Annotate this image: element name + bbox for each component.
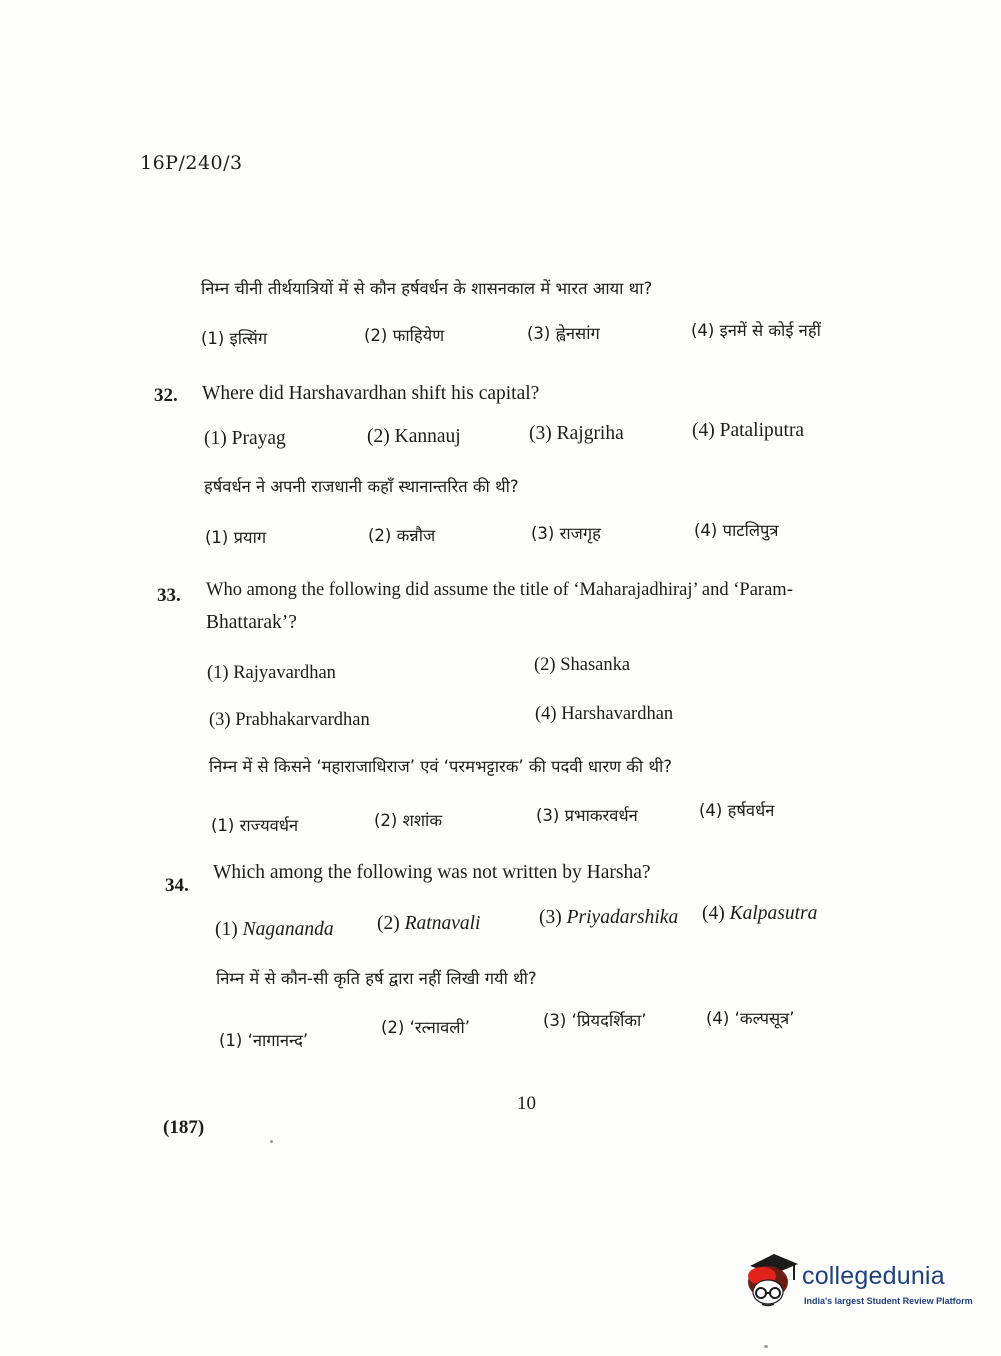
q31-hindi-option-4: (4) इनमें से कोई नहीं [691,321,821,340]
q31-hindi-question: निम्न चीनी तीर्थयात्रियों में से कौन हर्षवर्धन के शासनकाल में भारत आया था? [201,279,653,298]
q34-option-4-label: Kalpasutra [729,903,818,924]
q32-option-2: (2) Kannauj [367,426,461,447]
q34-option-3-label: Priyadarshika [566,907,679,928]
q34-question: Which among the following was not written by Harsha? [213,862,651,883]
q34-hindi-option-2: (2) ‘रत्नावली’ [381,1018,470,1037]
q34-option-3-number: (3) [539,907,562,928]
q32-hindi-option-4: (4) पाटलिपुत्र [694,521,779,540]
q33-question-line-2: Bhattarak’? [206,612,297,633]
q33-hindi-option-2: (2) शशांक [374,811,443,830]
q34-option-1-number: (1) [215,919,238,940]
q34-option-3 [539,907,678,929]
q34-option-2 [377,913,480,935]
q34-hindi-question: निम्न में से कौन-सी कृति हर्ष द्वारा नहीं लिखी गयी थी? [216,969,537,988]
paper-code: 16P/240/3 [140,152,243,174]
q32-hindi-option-2: (2) कन्नौज [368,526,436,545]
logo-tagline: India's largest Student Review Platform [804,1296,973,1306]
q34-option-1-label: Nagananda [242,919,334,940]
q34-option-2-label: Ratnavali [404,913,481,934]
page-code: (187) [163,1117,205,1138]
q34-option-4-number: (4) [702,903,725,924]
q34-option-4 [702,903,817,925]
q32-number: 32. [154,385,178,406]
q32-hindi-question: हर्षवर्धन ने अपनी राजधानी कहाँ स्थानान्तरित की थी? [204,477,519,496]
q34-hindi-option-4: (4) ‘कल्पसूत्र’ [706,1009,795,1028]
q34-hindi-option-1: (1) ‘नागानन्द’ [219,1031,309,1050]
scan-speck [764,1345,768,1348]
q33-hindi-question: निम्न में से किसने ‘महाराजाधिराज’ एवं ‘परमभट्टारक’ की पदवी धारण की थी? [209,757,673,776]
q34-number: 34. [165,875,189,896]
q34-option-2-number: (2) [377,913,400,934]
q33-number: 33. [157,585,181,606]
q32-option-1: (1) Prayag [204,428,286,449]
q33-option-3: (3) Prabhakarvardhan [209,710,370,730]
q34-hindi-option-3: (3) ‘प्रियदर्शिका’ [543,1011,647,1030]
q32-option-4: (4) Pataliputra [692,420,805,441]
q34-option-1 [215,919,334,941]
q32-hindi-option-1: (1) प्रयाग [205,528,267,547]
q32-hindi-option-3: (3) राजगृह [531,524,601,543]
q32-option-3: (3) Rajgriha [529,423,624,444]
collegedunia-logo-icon [742,1250,802,1316]
q31-hindi-option-1: (1) इत्सिंग [201,329,268,348]
q31-hindi-option-3: (3) ह्वेनसांग [527,324,600,343]
q33-hindi-option-3: (3) प्रभाकरवर्धन [536,806,638,825]
page-number: 10 [517,1093,536,1114]
q33-question-line-1: Who among the following did assume the title of ‘Maharajadhiraj’ and ‘Param- [206,580,793,600]
q33-option-2: (2) Shasanka [534,655,631,675]
q32-question: Where did Harshavardhan shift his capital? [202,383,540,404]
logo-wordmark: collegedunia [802,1262,945,1290]
q31-hindi-option-2: (2) फाहियेण [364,326,445,345]
q33-hindi-option-1: (1) राज्यवर्धन [211,816,299,835]
q33-hindi-option-4: (4) हर्षवर्धन [699,801,775,820]
q33-option-4: (4) Harshavardhan [535,704,674,724]
q33-option-1: (1) Rajyavardhan [207,663,336,683]
scan-speck [270,1140,273,1143]
